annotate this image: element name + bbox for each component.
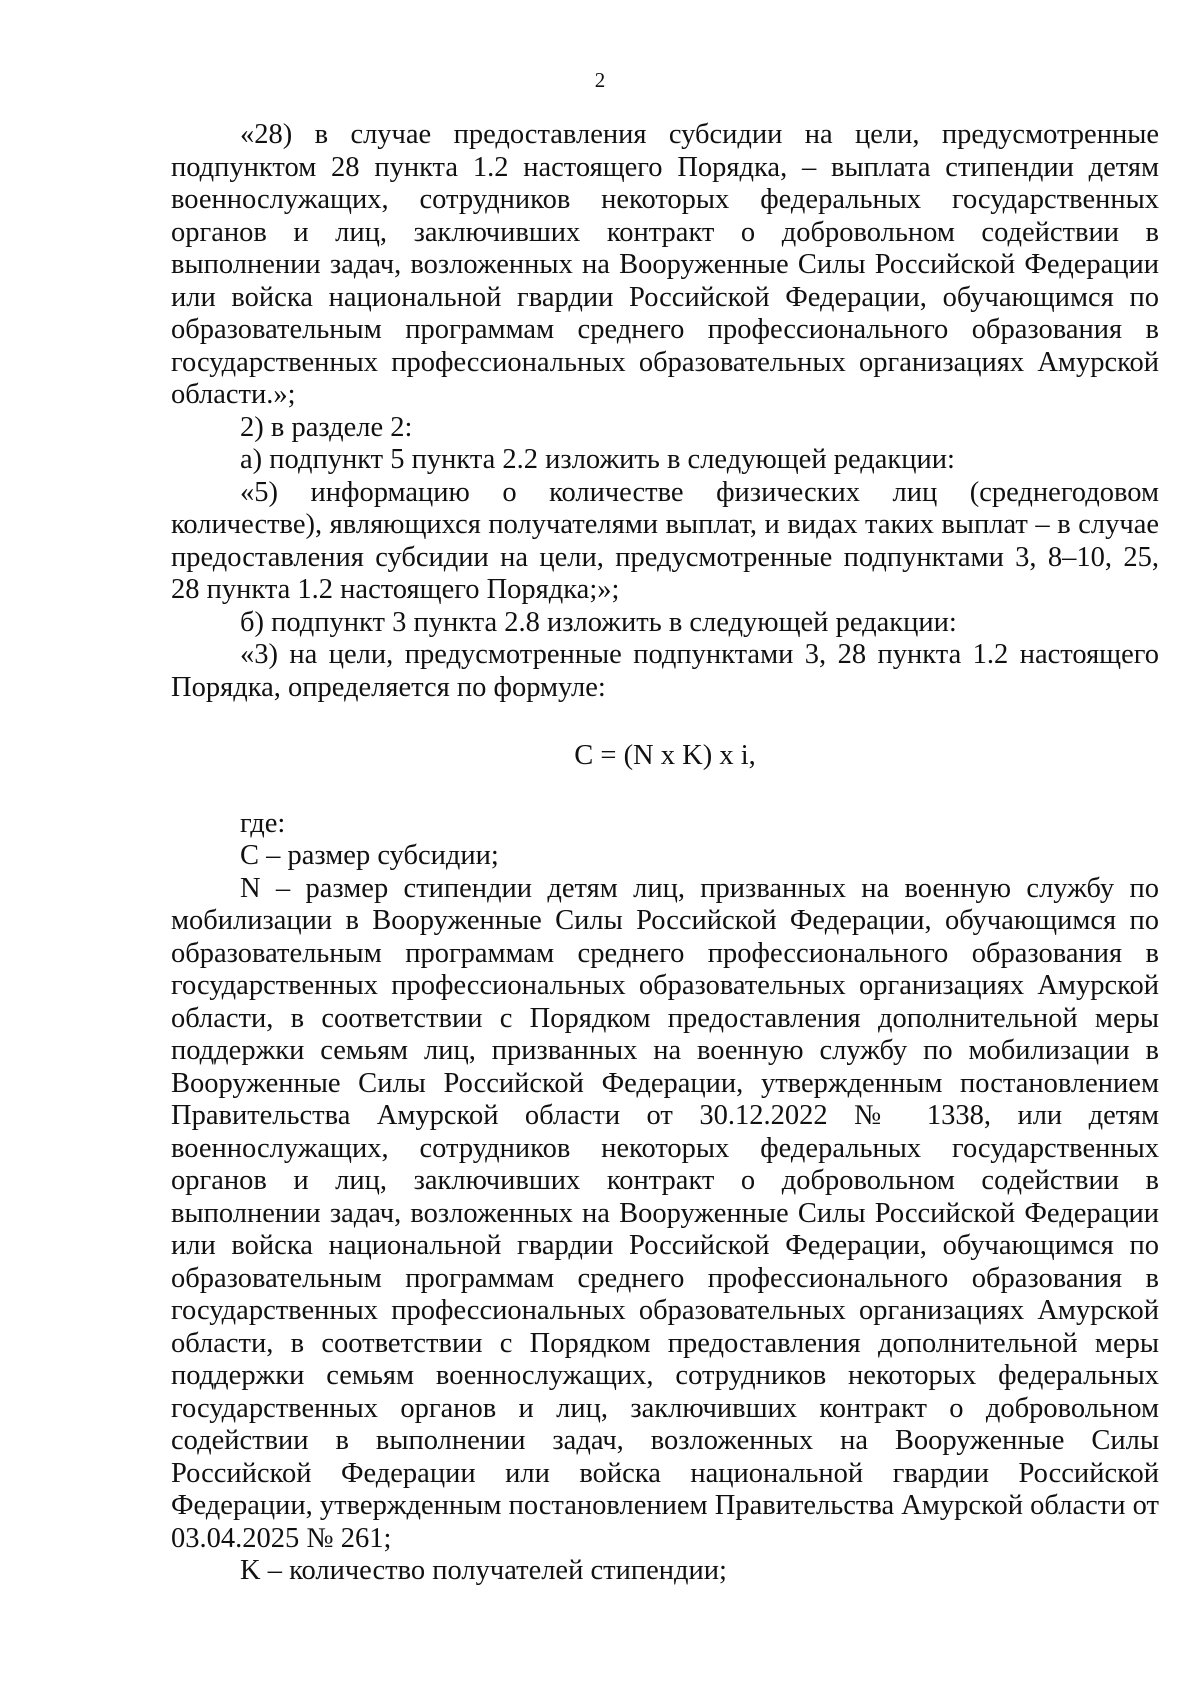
paragraph-item-3: «3) на цели, предусмотренные подпунктами 3, 28 пункта 1.2 настоящего Порядка, определяется по формуле:	[171, 639, 1159, 703]
definitions-intro: где:	[240, 807, 286, 839]
definition-c: C – размер субсидии;	[240, 840, 499, 871]
definition-n: N – размер стипендии детям лиц, призванных на военную службу по мобилизации в Вооруженные Силы Российской Федерации, обучающимся по образовательным программам среднего профессионального образования в государственных профессиональных образовательных организациях Амурской области, в соответствии с Порядком предоставления дополнительной меры поддержки семьям лиц, призванных на военную службу по мобилизации в Вооруженные Силы Российской Федерации, утвержденным постановлением Правительства Амурской области от 30.12.2022 № 1338, или детям военнослужащих, сотрудников некоторых федеральных государственных органов и лиц, заключивших контракт о добровольном содействии в выполнении задач, возложенных на Вооруженные Силы Российской Федерации или войска национальной гвардии Российской Федерации, обучающимся по образовательным программам среднего профессионального образования в государственных профессиональных образовательных организациях Амурской области, в соответствии с Порядком предоставления дополнительной меры поддержки семьям военнослужащих, сотрудников некоторых федеральных государственных органов и лиц, заключивших контракт о добровольном содействии в выполнении задач, возложенных на Вооруженные Силы Российской Федерации или войска национальной гвардии Российской Федерации, утвержденным постановлением Правительства Амурской области от 03.04.2025 № 261;	[171, 872, 1159, 1554]
paragraph-subitem-b: б) подпункт 3 пункта 2.8 изложить в следующей редакции:	[240, 606, 957, 638]
paragraph-subitem-a: а) подпункт 5 пункта 2.2 изложить в следующей редакции:	[240, 444, 955, 475]
paragraph-section-2: 2) в разделе 2:	[240, 411, 413, 443]
document-body	[171, 119, 1159, 1588]
definition-k: K – количество получателей стипендии;	[240, 1555, 727, 1586]
paragraph-item-28: «28) в случае предоставления субсидии на цели, предусмотренные подпунктом 28 пункта 1.2 настоящего Порядка, – выплата стипендии детям военнослужащих, сотрудников некоторых федеральных государственных органов и лиц, заключивших контракт о добровольном содействии в выполнении задач, возложенных на Вооруженные Силы Российской Федерации или войска национальной гвардии Российской Федерации, обучающимся по образовательным программам среднего профессионального образования в государственных профессиональных образовательных организациях Амурской области.»;	[171, 119, 1159, 410]
page-number: 2	[594, 68, 606, 92]
paragraph-item-5: «5) информацию о количестве физических лиц (среднегодовом количестве), являющихся получателями выплат, и видах таких выплат – в случае предоставления субсидии на цели, предусмотренные подпунктами 3, 8–10, 25, 28 пункта 1.2 настоящего Порядка;»;	[171, 476, 1159, 605]
subsidy-formula: C = (N x K) x i,	[574, 740, 756, 771]
